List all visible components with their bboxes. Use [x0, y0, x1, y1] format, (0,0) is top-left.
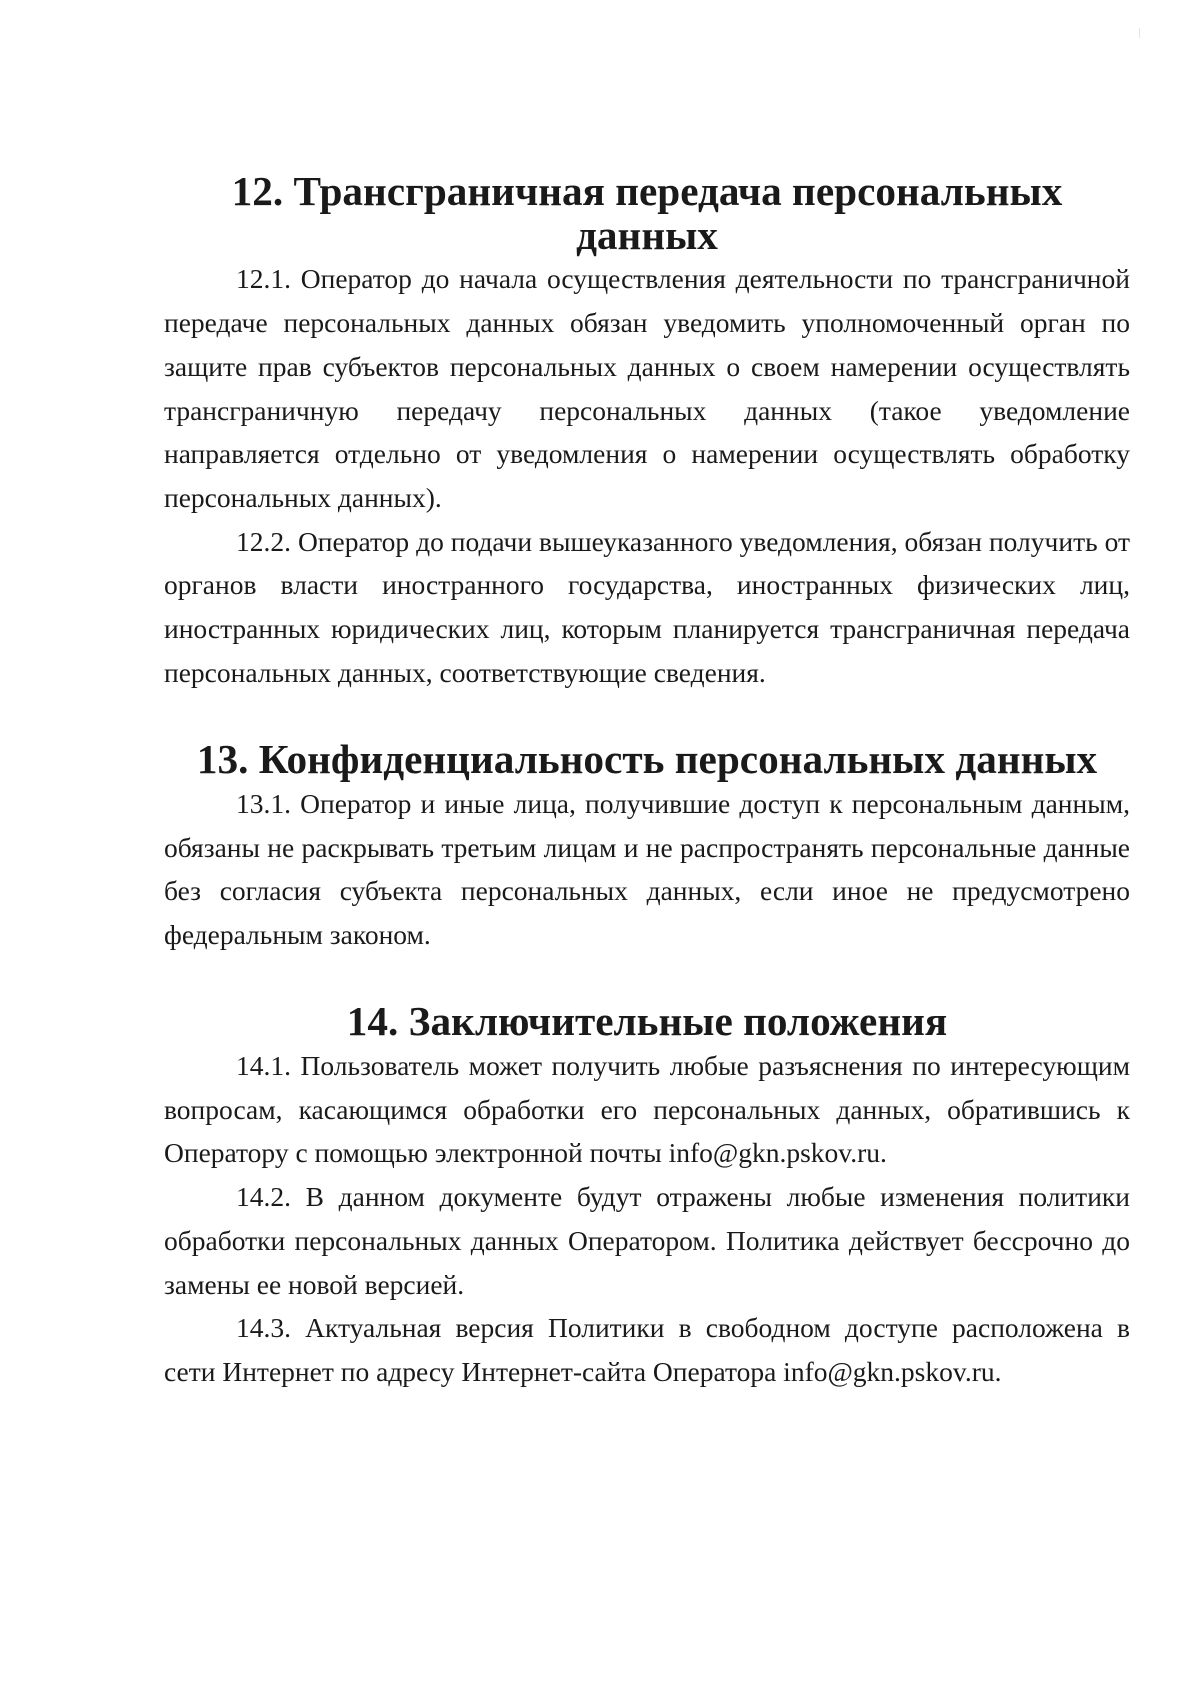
section-12-cross-border-transfer [164, 170, 1130, 694]
section-spacer [164, 957, 1130, 1001]
paragraph-12-1: 12.1. Оператор до начала осуществления деятельности по трансграничной передаче персональных данных обязан уведомить уполномоченный орган по защите прав субъектов персональных данных о своем намерении осуществлять трансграничную передачу персональных данных (такое уведомление направляется отдельно от уведомления о намерении осуществлять обработку персональных данных). [164, 263, 1130, 513]
paragraph-12-2: 12.2. Оператор до подачи вышеуказанного уведомления, обязан получить от органов власти иностранного государства, иностранных физических лиц, иностранных юридических лиц, которым планируется трансграничная передача персональных данных, соответствующие сведения. [164, 525, 1130, 688]
scan-artifact-mark [1139, 28, 1140, 38]
paragraph-14-1: 14.1. Пользователь может получить любые разъяснения по интересующим вопросам, касающимся обработки его персональных данных, обратившись к Оператору с помощью электронной почты info@gkn.pskov.ru. [164, 1050, 1130, 1169]
paragraph-14-3: 14.3. Актуальная версия Политики в свободном доступе расположена в сети Интернет по адресу Интернет-сайта Оператора info@gkn.pskov.ru. [164, 1312, 1130, 1387]
section-title: 14. Заключительные положения [346, 998, 948, 1045]
section-14-final-provisions [164, 1000, 1130, 1393]
section-title: 13. Конфиденциальность персональных данных [196, 736, 1098, 783]
paragraph-13-1: 13.1. Оператор и иные лица, получившие доступ к персональным данным, обязаны не раскрывать третьим лицам и не распространять персональные данные без согласия субъекта персональных данных, если иное не предусмотрено федеральным законом. [164, 787, 1130, 950]
section-13-confidentiality [164, 738, 1130, 957]
section-title: 12. Трансграничная передача персональных данных [231, 168, 1063, 258]
document-page [164, 170, 1130, 1394]
paragraph-14-2: 14.2. В данном документе будут отражены любые изменения политики обработки персональных данных Оператором. Политика действует бессрочно до замены ее новой версией. [164, 1181, 1130, 1300]
section-spacer [164, 694, 1130, 738]
